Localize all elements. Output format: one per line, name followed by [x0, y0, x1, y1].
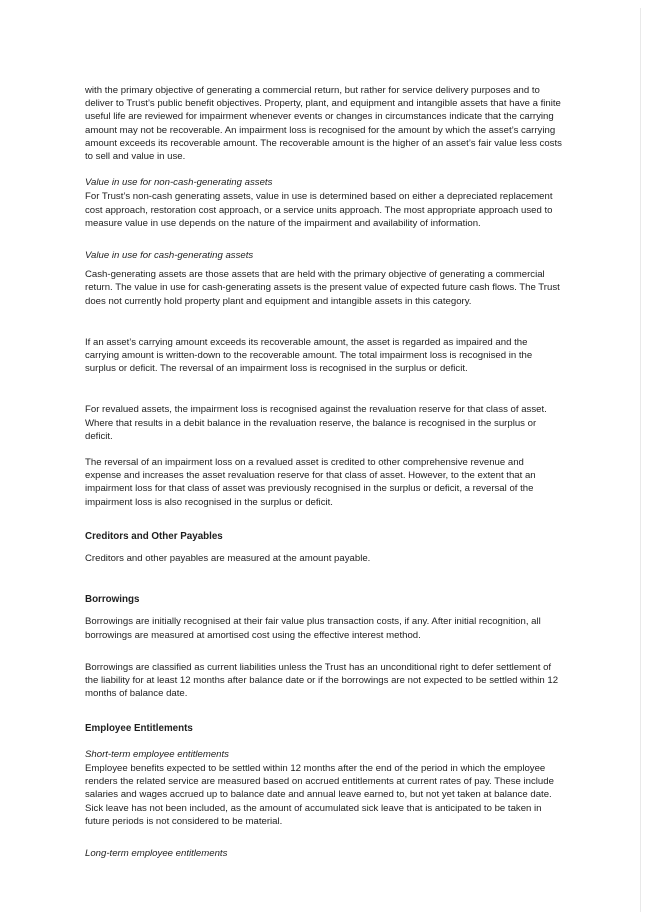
paragraph: The reversal of an impairment loss on a revalued asset is credited to other comprehensive revenue and expense and increases the asset revaluation reserve for that class of asset. However, to the extent that an impairment loss for that class of asset was previously recognised in the surplus or deficit, a reversal of the impairment loss is also recognised in the surplus or deficit. [85, 457, 536, 508]
paragraph: Creditors and other payables are measured at the amount payable. [85, 553, 371, 565]
paragraph: with the primary objective of generating a commercial return, but rather for service delivery purposes and to deliver to Trust’s public benefit objectives. Property, plant, and equipment and intangible assets that have a finite useful life are reviewed for impairment whenever events or changes in circumstances indicate that the carrying amount may not be recoverable. An impairment loss is recognised for the amount by which the asset’s carrying amount exceeds its recoverable amount. The recoverable amount is the higher of an asset’s fair value less costs to sell and value in use. [85, 85, 562, 163]
paragraph: Cash-generating assets are those assets that are held with the primary objective of generating a commercial return. The value in use for cash-generating assets is the present value of expected future cash flows. The Trust does not currently hold property plant and equipment and intangible assets in this category. [85, 269, 560, 307]
section-heading: Value in use for non-cash-generating assets [85, 177, 273, 189]
section-heading: Long-term employee entitlements [85, 847, 228, 859]
section-heading: Short-term employee entitlements [85, 748, 229, 760]
paragraph: If an asset’s carrying amount exceeds its recoverable amount, the asset is regarded as impaired and the carrying amount is written-down to the recoverable amount. The total impairment loss is recognised in the surplus or deficit. The reversal of an impairment loss is recognised in the surplus or deficit. [85, 336, 533, 375]
paragraph: Borrowings are classified as current liabilities unless the Trust has an unconditional right to defer settlement of the liability for at least 12 months after balance date or if the borrowings are not expected to be settled within 12 months of balance date. [85, 661, 559, 700]
section-heading: Employee Entitlements [85, 722, 193, 734]
paragraph: Employee benefits expected to be settled within 12 months after the end of the period in which the employee renders the related service are measured based on accrued entitlements at current rates of pay. These include salaries and wages accrued up to balance date and annual leave earned to, but not yet taken at balance date. Sick leave has not been included, as the amount of accumulated sick leave that is anticipated to be taken in future periods is not considered to be material. [85, 762, 554, 827]
section-heading: Creditors and Other Payables [85, 530, 223, 542]
paragraph: For Trust’s non-cash generating assets, value in use is determined based on either a depreciated replacement cost approach, restoration cost approach, or a service units approach. The most appropriate approach used to measure value in use depends on the nature of the impairment and availability of information. [85, 191, 553, 229]
section-heading: Value in use for cash-generating assets [85, 250, 254, 262]
document-body [85, 84, 562, 860]
paragraph: Borrowings are initially recognised at their fair value plus transaction costs, if any. After initial recognition, all borrowings are measured at amortised cost using the effective interest method. [85, 616, 541, 641]
paragraph: For revalued assets, the impairment loss is recognised against the revaluation reserve for that class of asset. Where that results in a debit balance in the revaluation reserve, the balance is recognised in the surplus or deficit. [85, 404, 547, 442]
page-edge-line [640, 8, 641, 912]
section-heading: Borrowings [85, 594, 140, 606]
